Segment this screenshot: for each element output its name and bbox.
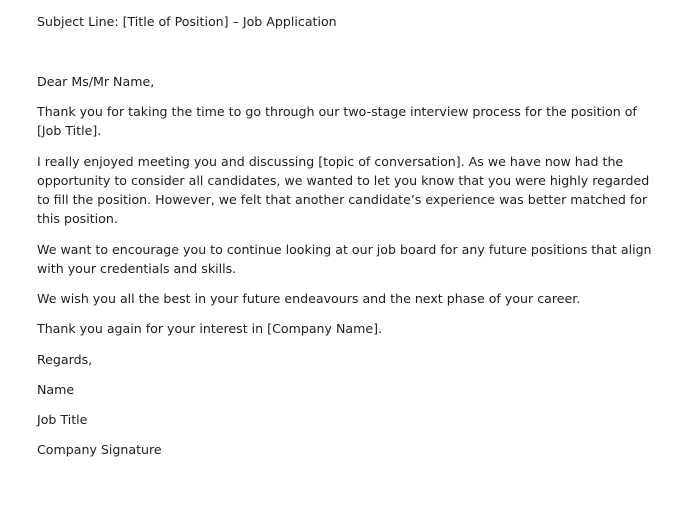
paragraph-thanks: Thank you for taking the time to go through our two-stage interview process for the position of [Job Title]. bbox=[37, 104, 637, 138]
signature-name: Name bbox=[37, 382, 75, 397]
subject-line: Subject Line: [Title of Position] – Job Application bbox=[37, 14, 337, 29]
signature-title: Job Title bbox=[37, 412, 88, 427]
paragraph-decision: I really enjoyed meeting you and discussing [topic of conversation]. As we have now had the opportunity to consider all candidates, we wanted to let you know that you were highly regarded to fill the position. However, we felt that another candidate’s experience was better matched for this position. bbox=[37, 154, 650, 226]
paragraph-thanks-again: Thank you again for your interest in [Company Name]. bbox=[37, 321, 383, 336]
signature-company: Company Signature bbox=[37, 442, 162, 457]
paragraph-best-wishes: We wish you all the best in your future endeavours and the next phase of your career. bbox=[37, 291, 581, 306]
closing: Regards, bbox=[37, 352, 93, 367]
greeting: Dear Ms/Mr Name, bbox=[37, 74, 155, 89]
paragraph-encouragement: We want to encourage you to continue looking at our job board for any future positions that align with your credentials and skills. bbox=[37, 242, 652, 276]
